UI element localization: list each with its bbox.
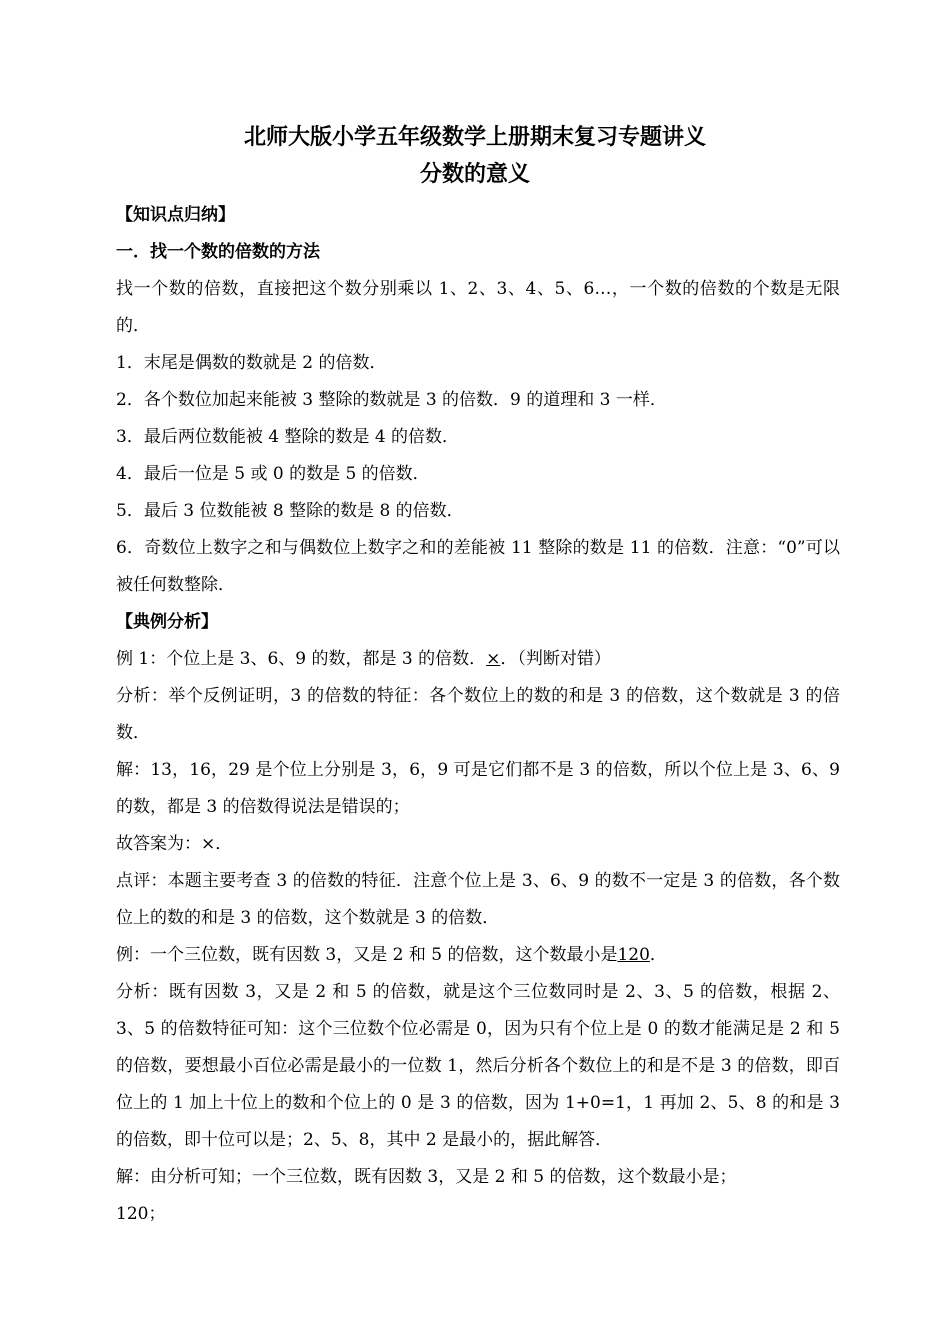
example1-solution: 解：13，16，29 是个位上分别是 3，6，9 可是它们都不是 3 的倍数，所以个位上是 3、6、9 的数，都是 3 的倍数得说法是错误的； <box>116 760 840 817</box>
example1-answer: 故答案为：×． <box>116 834 233 854</box>
intro-paragraph: 找一个数的倍数，直接把这个数分别乘以 1、2、3、4、5、6…，一个数的倍数的个数是无限的． <box>116 279 840 336</box>
example2-answer-blank: 120 <box>617 945 650 965</box>
example1-question-suffix: ．（判断对错） <box>500 649 611 669</box>
example1-question-text: 例 1：个位上是 3、6、9 的数，都是 3 的倍数． <box>116 649 487 669</box>
example1-comment: 点评：本题主要考查 3 的倍数的特征．注意个位上是 3、6、9 的数不一定是 3 的倍数，各个数位上的数的和是 3 的倍数，这个数就是 3 的倍数． <box>116 871 840 928</box>
rule-item: 2．各个数位加起来能被 3 整除的数就是 3 的倍数．9 的道理和 3 一样． <box>116 390 667 410</box>
example2-question <box>116 937 840 974</box>
example2-analysis: 分析：既有因数 3，又是 2 和 5 的倍数，就是这个三位数同时是 2、3、5 的倍数，根据 2、3、5 的倍数特征可知：这个三位数个位必需是 0，因为只有个位上是 0 的数才能满足是 2 和 5 的倍数，要想最小百位必需是最小的一位数 1，然后分析各个数位上的和是不是 3 的倍数，即百位上的 1 加上十位上的数和个位上的 0 是 3 的倍数，因为 1+0=1，1 再加 2、5、8 的和是 3 的倍数，即十位可以是；2、5、8，其中 2 是最小的，据此解答． <box>116 982 840 1150</box>
example1-answer-blank: × <box>486 649 501 669</box>
section-knowledge-heading: 【知识点归纳】 <box>116 205 235 225</box>
example2-solution: 解：由分析可知；一个三位数，既有因数 3，又是 2 和 5 的倍数，这个数最小是； <box>116 1167 737 1187</box>
rule-item: 1．末尾是偶数的数就是 2 的倍数． <box>116 353 387 373</box>
rule-item: 4．最后一位是 5 或 0 的数是 5 的倍数． <box>116 464 430 484</box>
method-heading: 一．找一个数的倍数的方法 <box>116 242 320 262</box>
rule-item: 5．最后 3 位数能被 8 整除的数是 8 的倍数． <box>116 501 464 521</box>
document-body <box>116 197 840 1233</box>
rule-item: 3．最后两位数能被 4 整除的数是 4 的倍数． <box>116 427 460 447</box>
example2-question-text: 例：一个三位数，既有因数 3，又是 2 和 5 的倍数，这个数最小是 <box>116 945 618 965</box>
document-subtitle: 分数的意义 <box>419 161 530 187</box>
document-title: 北师大版小学五年级数学上册期末复习专题讲义 <box>243 124 706 150</box>
example1-question <box>116 641 840 678</box>
example1-analysis: 分析：举个反例证明，3 的倍数的特征：各个数位上的数的和是 3 的倍数，这个数就是 3 的倍数． <box>116 686 840 743</box>
example2-solution-answer: 120； <box>116 1204 166 1224</box>
example2-question-suffix: ． <box>649 945 667 965</box>
rule-item: 6．奇数位上数字之和与偶数位上数字之和的差能被 11 整除的数是 11 的倍数．注意：“0”可以被任何数整除． <box>116 538 840 595</box>
section-examples-heading: 【典例分析】 <box>116 612 218 632</box>
